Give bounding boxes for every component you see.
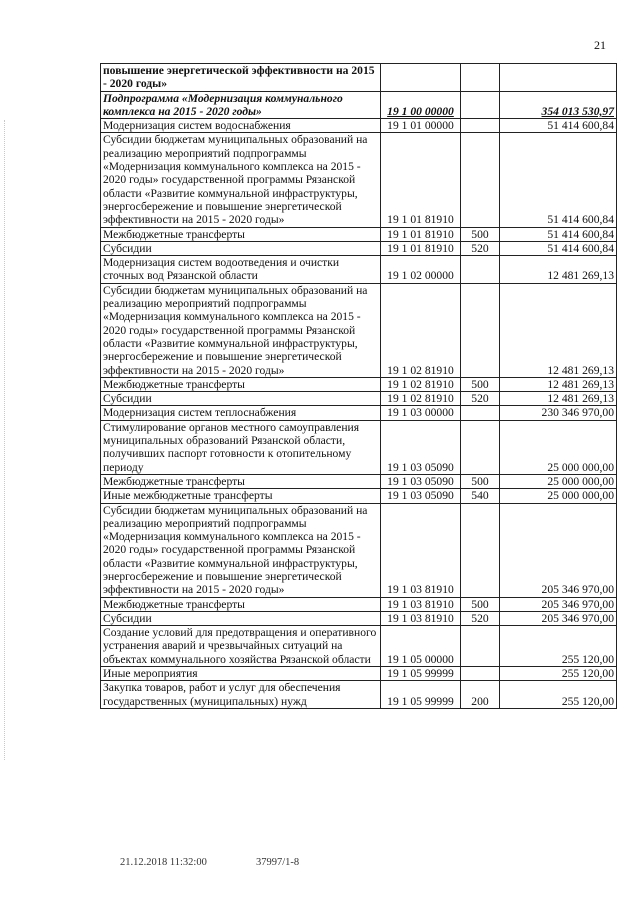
row-amount: 25 000 000,00 — [500, 420, 617, 474]
row-description: Субсидии — [101, 392, 381, 406]
row-expense-type — [461, 64, 500, 92]
page-number: 21 — [594, 38, 606, 52]
row-expense-type — [461, 420, 500, 474]
footer-doc-number: 37997/1-8 — [256, 857, 300, 868]
footer-timestamp: 21.12.2018 11:32:00 — [120, 857, 207, 868]
row-target-code: 19 1 05 00000 — [381, 626, 461, 667]
row-amount: 255 120,00 — [500, 681, 617, 709]
table-row — [101, 474, 617, 488]
row-amount — [500, 64, 617, 92]
row-target-code: 19 1 01 81910 — [381, 133, 461, 227]
row-target-code: 19 1 03 81910 — [381, 611, 461, 625]
row-target-code: 19 1 05 99999 — [381, 681, 461, 709]
row-description: Межбюджетные трансферты — [101, 474, 381, 488]
row-description: Субсидии бюджетам муниципальных образований на реализацию мероприятий подпрограммы «Модернизация коммунального комплекса на 2015 - 2020 годы» государственной программы Рязанской области «Развитие коммунальной инфраструктуры, энергосбережение и повышение энергетической эффективности на 2015 - 2020 годы» — [101, 503, 381, 597]
row-expense-type: 500 — [461, 377, 500, 391]
row-expense-type: 520 — [461, 611, 500, 625]
row-expense-type — [461, 283, 500, 377]
row-amount: 25 000 000,00 — [500, 489, 617, 503]
row-amount: 12 481 269,13 — [500, 377, 617, 391]
table-row — [101, 503, 617, 597]
table-row — [101, 597, 617, 611]
table-row — [101, 420, 617, 474]
row-target-code: 19 1 02 81910 — [381, 392, 461, 406]
row-target-code: 19 1 03 81910 — [381, 597, 461, 611]
table-row — [101, 283, 617, 377]
row-amount: 205 346 970,00 — [500, 597, 617, 611]
row-expense-type: 500 — [461, 474, 500, 488]
budget-table-body — [101, 64, 617, 709]
row-target-code: 19 1 03 05090 — [381, 420, 461, 474]
row-description: Модернизация систем водоотведения и очистки сточных вод Рязанской области — [101, 256, 381, 284]
row-amount: 51 414 600,84 — [500, 133, 617, 227]
table-row — [101, 241, 617, 255]
row-target-code: 19 1 01 81910 — [381, 241, 461, 255]
table-row — [101, 489, 617, 503]
row-amount: 12 481 269,13 — [500, 256, 617, 284]
row-expense-type — [461, 256, 500, 284]
row-amount: 12 481 269,13 — [500, 392, 617, 406]
row-expense-type: 540 — [461, 489, 500, 503]
table-row — [101, 611, 617, 625]
row-description: Модернизация систем теплоснабжения — [101, 406, 381, 420]
table-row — [101, 133, 617, 227]
row-amount: 12 481 269,13 — [500, 283, 617, 377]
row-expense-type — [461, 667, 500, 681]
row-description: Создание условий для предотвращения и оперативного устранения аварий и чрезвычайных ситуаций на объектах коммунального хозяйства Рязанской области — [101, 626, 381, 667]
row-expense-type — [461, 503, 500, 597]
table-row — [101, 119, 617, 133]
table-row — [101, 377, 617, 391]
table-row — [101, 406, 617, 420]
row-amount: 354 013 530,97 — [500, 91, 617, 119]
row-expense-type: 500 — [461, 227, 500, 241]
row-expense-type — [461, 133, 500, 227]
row-description: Иные межбюджетные трансферты — [101, 489, 381, 503]
table-row — [101, 256, 617, 284]
row-description: Закупка товаров, работ и услуг для обеспечения государственных (муниципальных) нужд — [101, 681, 381, 709]
table-row — [101, 91, 617, 119]
row-target-code: 19 1 05 99999 — [381, 667, 461, 681]
row-target-code: 19 1 00 00000 — [381, 91, 461, 119]
row-description: Межбюджетные трансферты — [101, 227, 381, 241]
table-row — [101, 227, 617, 241]
row-description: Субсидии — [101, 611, 381, 625]
row-target-code: 19 1 03 05090 — [381, 489, 461, 503]
row-expense-type: 200 — [461, 681, 500, 709]
row-expense-type — [461, 626, 500, 667]
row-description: Подпрограмма «Модернизация коммунального комплекса на 2015 - 2020 годы» — [101, 91, 381, 119]
row-expense-type: 500 — [461, 597, 500, 611]
budget-table — [100, 63, 617, 709]
row-target-code — [381, 64, 461, 92]
row-amount: 51 414 600,84 — [500, 227, 617, 241]
row-expense-type — [461, 406, 500, 420]
row-target-code: 19 1 01 00000 — [381, 119, 461, 133]
row-description: Субсидии бюджетам муниципальных образований на реализацию мероприятий подпрограммы «Модернизация коммунального комплекса на 2015 - 2020 годы» государственной программы Рязанской области «Развитие коммунальной инфраструктуры, энергосбережение и повышение энергетической эффективности на 2015 - 2020 годы» — [101, 283, 381, 377]
row-amount: 51 414 600,84 — [500, 241, 617, 255]
row-amount: 205 346 970,00 — [500, 503, 617, 597]
row-description: Стимулирование органов местного самоуправления муниципальных образований Рязанской области, получивших паспорт готовности к отопительному периоду — [101, 420, 381, 474]
table-row — [101, 64, 617, 92]
row-target-code: 19 1 02 81910 — [381, 377, 461, 391]
row-amount: 25 000 000,00 — [500, 474, 617, 488]
scan-edge-marks — [4, 120, 7, 760]
table-row — [101, 681, 617, 709]
row-expense-type — [461, 91, 500, 119]
row-expense-type: 520 — [461, 392, 500, 406]
row-amount: 51 414 600,84 — [500, 119, 617, 133]
table-row — [101, 667, 617, 681]
row-description: повышение энергетической эффективности на 2015 - 2020 годы» — [101, 64, 381, 92]
row-description: Модернизация систем водоснабжения — [101, 119, 381, 133]
row-amount: 205 346 970,00 — [500, 611, 617, 625]
row-description: Субсидии бюджетам муниципальных образований на реализацию мероприятий подпрограммы «Модернизация коммунального комплекса на 2015 - 2020 годы» государственной программы Рязанской области «Развитие коммунальной инфраструктуры, энергосбережение и повышение энергетической эффективности на 2015 - 2020 годы» — [101, 133, 381, 227]
row-description: Межбюджетные трансферты — [101, 377, 381, 391]
row-target-code: 19 1 03 00000 — [381, 406, 461, 420]
table-row — [101, 626, 617, 667]
row-description: Иные мероприятия — [101, 667, 381, 681]
row-amount: 255 120,00 — [500, 626, 617, 667]
row-expense-type — [461, 119, 500, 133]
row-description: Субсидии — [101, 241, 381, 255]
row-target-code: 19 1 03 05090 — [381, 474, 461, 488]
row-target-code: 19 1 03 81910 — [381, 503, 461, 597]
table-row — [101, 392, 617, 406]
row-target-code: 19 1 01 81910 — [381, 227, 461, 241]
row-amount: 255 120,00 — [500, 667, 617, 681]
row-amount: 230 346 970,00 — [500, 406, 617, 420]
row-expense-type: 520 — [461, 241, 500, 255]
row-description: Межбюджетные трансферты — [101, 597, 381, 611]
row-target-code: 19 1 02 81910 — [381, 283, 461, 377]
row-target-code: 19 1 02 00000 — [381, 256, 461, 284]
